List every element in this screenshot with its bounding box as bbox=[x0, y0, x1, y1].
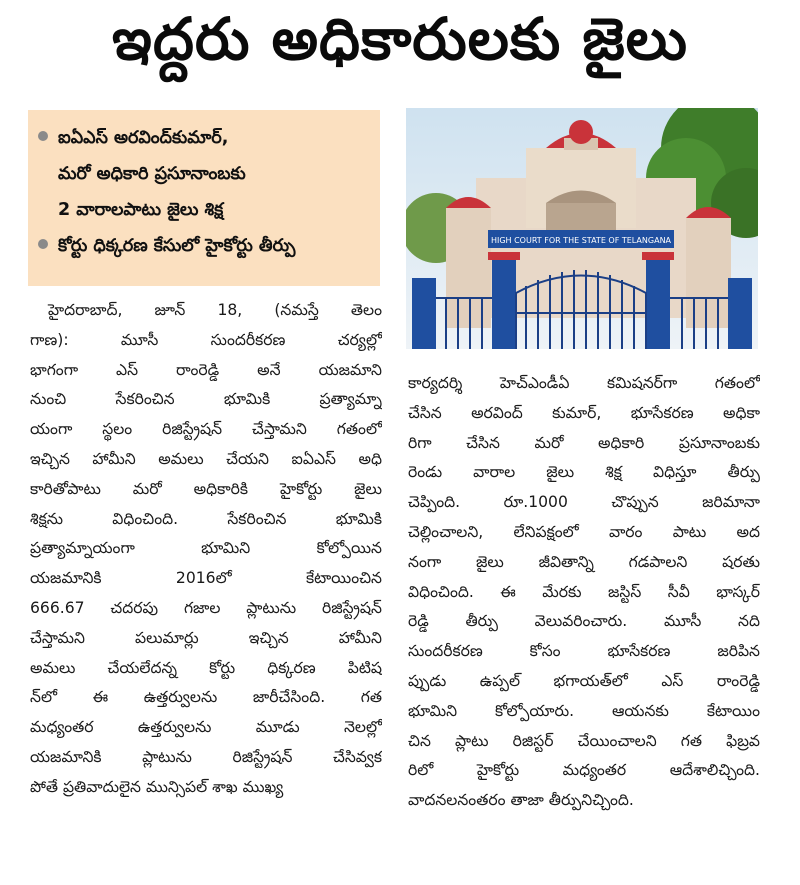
article-line: ప్పుడు ఉప్పల్ భగాయత్‌లో ఎస్ రాంరెడ్డి bbox=[408, 671, 760, 690]
article-column-right bbox=[408, 369, 760, 816]
article-line: భాగంగా ఎస్ రాంరెడ్డి అనే యజమాని bbox=[30, 360, 382, 379]
highlight-bullet-2 bbox=[38, 228, 374, 264]
highlight-line: 2 వారాలపాటు జైలు శిక్ష bbox=[58, 200, 224, 220]
article-line: న్‌లో ఈ ఉత్తర్వులను జారీచేసింది. గత bbox=[30, 688, 382, 707]
article-line: శిక్షను విధించింది. సేకరించిన భూమికి bbox=[30, 509, 382, 528]
article-line: చెల్లించాలని, లేనిపక్షంలో వారం పాటు అద bbox=[408, 522, 760, 541]
article-line: కారితోపాటు మరో అధికారికి హైకోర్టు జైలు bbox=[30, 479, 382, 498]
headline: ఇద్దరు అధికారులకు జైలు bbox=[112, 4, 688, 73]
article-line: ప్రత్యామ్నాయంగా భూమిని కోల్పోయిన bbox=[30, 539, 382, 558]
article-line: రెండు వారాల జైలు శిక్ష విధిస్తూ తీర్పు bbox=[408, 463, 760, 482]
high-court-photo bbox=[406, 108, 758, 349]
article-line: యజమానికి ప్లాటును రిజిస్ట్రేషన్ చేసివ్వక bbox=[30, 747, 382, 766]
highlight-line: మరో అధికారి ప్రసూనాంబకు bbox=[58, 164, 246, 184]
article-line: పోతే ప్రతివాదులైన మున్సిపల్ శాఖ ముఖ్య bbox=[30, 777, 284, 796]
article-line: అమలు చేయలేదన్న కోర్టు ధిక్కరణ పిటిష bbox=[30, 658, 382, 677]
article-line: విధించింది. ఈ మేరకు జస్టిస్ సీవీ భాస్కర్ bbox=[408, 582, 760, 601]
highlight-text: కోర్టు ధిక్కరణ కేసులో హైకోర్టు తీర్పు bbox=[58, 236, 296, 256]
article-line: ఇచ్చిన హామీని అమలు చేయని ఐఏఎస్ అధి bbox=[30, 449, 382, 468]
high-court-building-illustration bbox=[406, 108, 758, 349]
bullet-icon bbox=[38, 131, 48, 141]
bullet-icon bbox=[38, 239, 48, 249]
highlight-bullet-1 bbox=[38, 120, 374, 156]
highlight-text: ఐఏఎస్ అరవింద్‌కుమార్, bbox=[58, 128, 229, 148]
article-line: నంగా జైలు జీవితాన్ని గడపాలని షరతు bbox=[408, 552, 760, 571]
article-line: యంగా స్థలం రిజిస్ట్రేషన్ చేస్తామని గతంలో bbox=[30, 420, 382, 439]
article-line: భూమిని కోల్పోయారు. ఆయనకు కేటాయిం bbox=[408, 701, 760, 720]
article-line: 666.67 చదరపు గజాల ప్లాటును రిజిస్ట్రేషన్ bbox=[30, 598, 382, 617]
article-line: చేసిన అరవింద్ కుమార్, భూసేకరణ అధికా bbox=[408, 403, 760, 422]
article-column-left bbox=[30, 296, 382, 803]
article-line: రిలో హైకోర్టు మధ్యంతర ఆదేశాలిచ్చింది. bbox=[408, 761, 760, 780]
article-line: గాణ): మూసీ సుందరీకరణ చర్యల్లో bbox=[30, 330, 382, 349]
article-line: చేస్తామని పలుమార్లు ఇచ్చిన హామీని bbox=[30, 628, 382, 647]
article-line: మధ్యంతర ఉత్తర్వులను మూడు నెలల్లో bbox=[30, 718, 382, 737]
article-line: చిన ప్లాటు రిజిస్టర్ చేయించాలని గత ఫిబ్రవ bbox=[408, 731, 760, 750]
article-line: రిగా చేసిన మరో అధికారి ప్రసూనాంబకు bbox=[408, 433, 760, 452]
article-line: చెప్పింది. రూ.1000 చొప్పున జరిమానా bbox=[408, 493, 760, 512]
article-line: రెడ్డి తీర్పు వెలువరించారు. మూసీ నది bbox=[408, 612, 760, 631]
article-line: నుంచి సేకరించిన భూమికి ప్రత్యామ్నా bbox=[30, 390, 382, 409]
highlight-box bbox=[28, 110, 380, 286]
article-line: సుందరీకరణ కోసం భూసేకరణ జరిపిన bbox=[408, 642, 760, 661]
article-line: కార్యదర్శి హెచ్ఎండీఏ కమిషనర్‌గా గతంలో bbox=[408, 374, 760, 392]
article-line: వాదనలనంతరం తాజా తీర్పునిచ్చింది. bbox=[408, 791, 634, 810]
court-sign-text: HIGH COURT FOR THE STATE OF TELANGANA bbox=[490, 236, 672, 245]
article-line: హైదరాబాద్, జూన్ 18, (నమస్తే తెలం bbox=[48, 301, 382, 319]
article-line: యజమానికి 2016లో కేటాయించిన bbox=[30, 569, 382, 588]
